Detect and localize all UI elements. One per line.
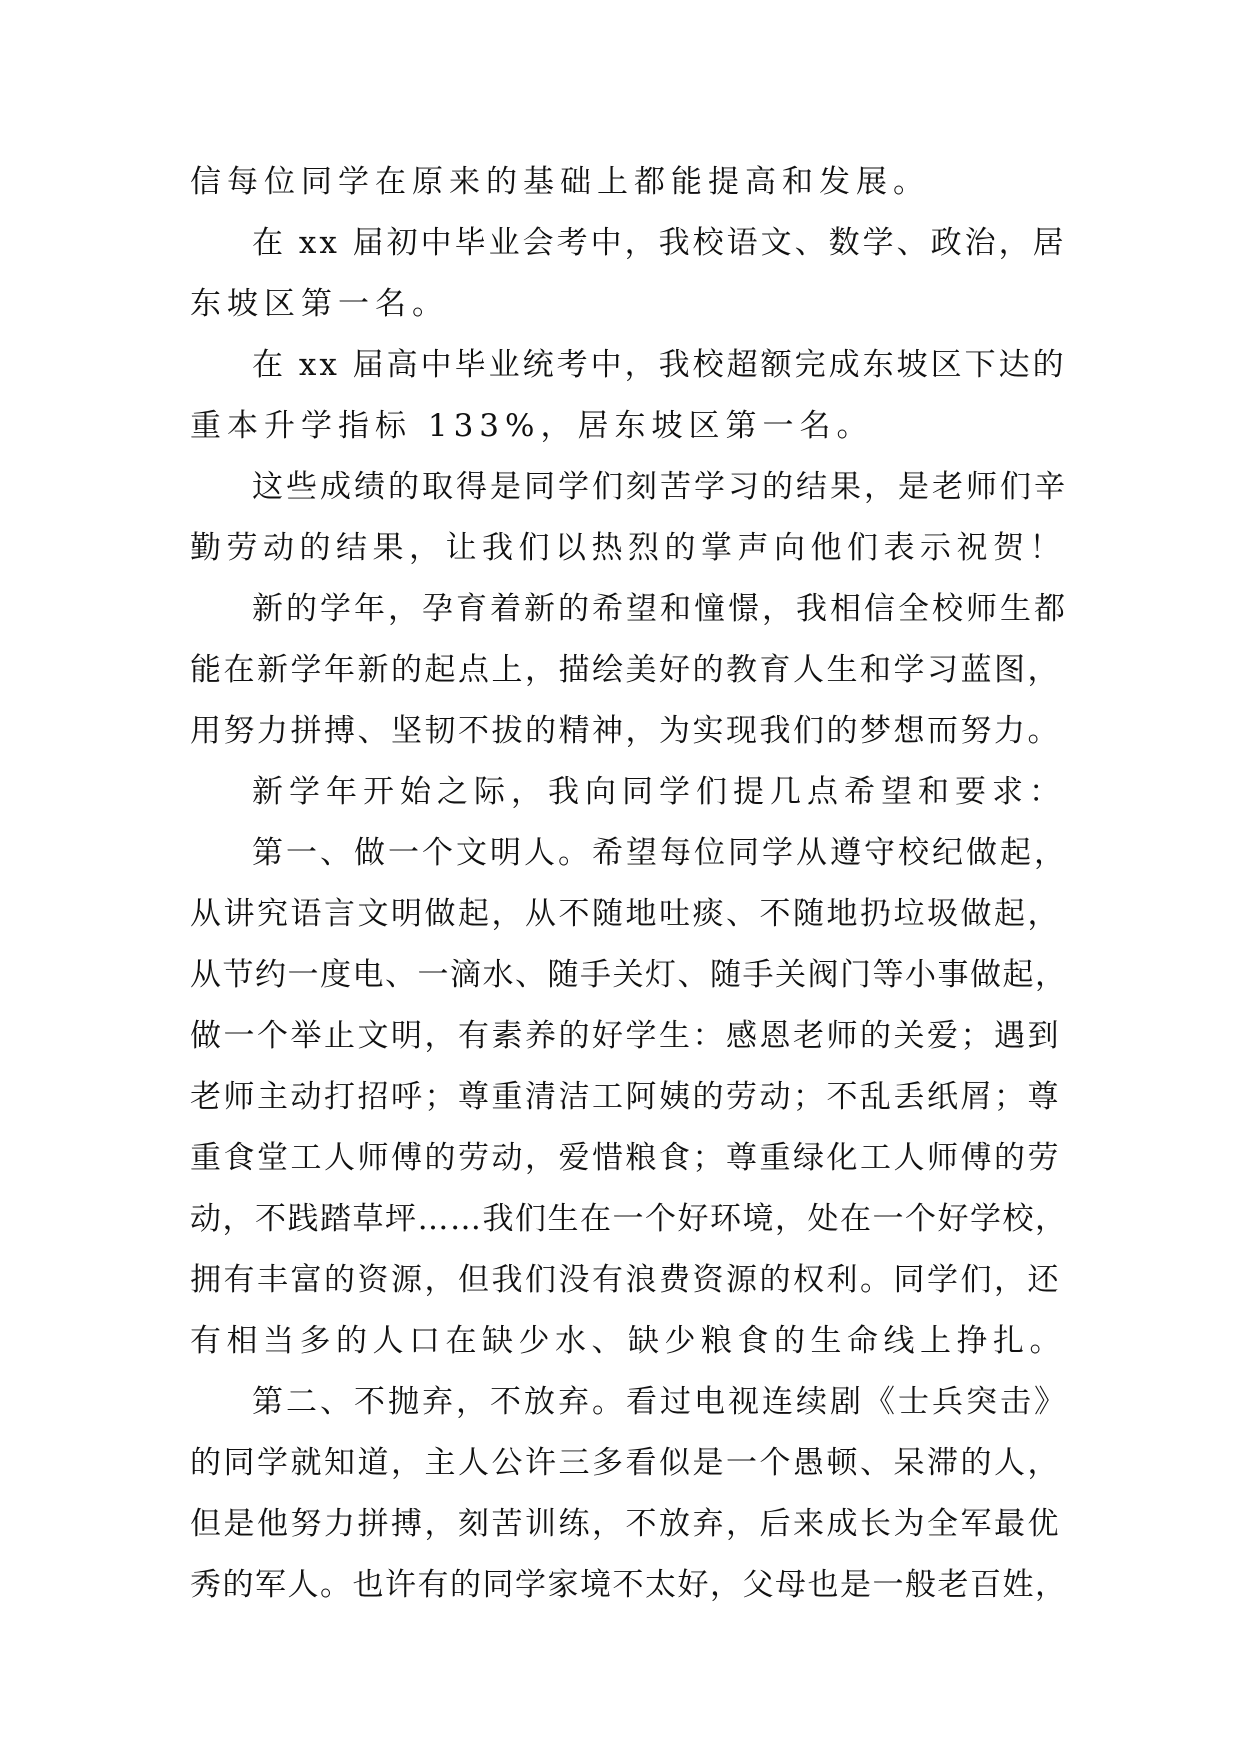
text-line-7: 勤劳动的结果，让我们以热烈的掌声向他们表示祝贺！ [190, 530, 1066, 566]
text-line-10: 用努力拼搏、坚韧不拔的精神，为实现我们的梦想而努力。 [190, 713, 1061, 749]
text-line-9: 能在新学年新的起点上，描绘美好的教育人生和学习蓝图， [190, 652, 1061, 688]
text-line-14: 从节约一度电、一滴水、随手关灯、随手关阀门等小事做起， [190, 957, 1068, 993]
text-line-4: 在 xx 届高中毕业统考中，我校超额完成东坡区下达的 [252, 347, 1067, 383]
text-line-15: 做一个举止文明，有素养的好学生：感恩老师的关爱；遇到 [190, 1018, 1061, 1054]
text-line-1: 信每位同学在原来的基础上都能提高和发展。 [190, 164, 930, 200]
text-line-21: 第二、不抛弃，不放弃。看过电视连续剧《士兵突击》 [252, 1384, 1068, 1420]
text-line-20: 有相当多的人口在缺少水、缺少粮食的生命线上挣扎。 [190, 1323, 1066, 1359]
document-body [190, 152, 1070, 1616]
text-line-5: 重本升学指标 133%，居东坡区第一名。 [190, 408, 874, 444]
text-line-3: 东坡区第一名。 [190, 286, 449, 322]
text-line-17: 重食堂工人师傅的劳动，爱惜粮食；尊重绿化工人师傅的劳 [190, 1140, 1061, 1176]
text-line-12: 第一、做一个文明人。希望每位同学从遵守校纪做起， [252, 835, 1068, 871]
text-line-22: 的同学就知道，主人公许三多看似是一个愚顿、呆滞的人， [190, 1445, 1061, 1481]
text-line-2: 在 xx 届初中毕业会考中，我校语文、数学、政治，居 [252, 225, 1067, 261]
text-line-18: 动，不践踏草坪……我们生在一个好环境，处在一个好学校， [190, 1201, 1068, 1237]
text-line-16: 老师主动打招呼；尊重清洁工阿姨的劳动；不乱丢纸屑；尊 [190, 1079, 1061, 1115]
text-line-8: 新的学年，孕育着新的希望和憧憬，我相信全校师生都 [252, 591, 1068, 627]
text-line-23: 但是他努力拼搏，刻苦训练，不放弃，后来成长为全军最优 [190, 1506, 1061, 1542]
text-line-13: 从讲究语言文明做起，从不随地吐痰、不随地扔垃圾做起， [190, 896, 1061, 932]
text-line-19: 拥有丰富的资源，但我们没有浪费资源的权利。同学们，还 [190, 1262, 1061, 1298]
text-line-11: 新学年开始之际，我向同学们提几点希望和要求： [252, 774, 1066, 810]
text-line-24: 秀的军人。也许有的同学家境不太好，父母也是一般老百姓， [190, 1567, 1068, 1603]
text-line-6: 这些成绩的取得是同学们刻苦学习的结果，是老师们辛 [252, 469, 1068, 505]
